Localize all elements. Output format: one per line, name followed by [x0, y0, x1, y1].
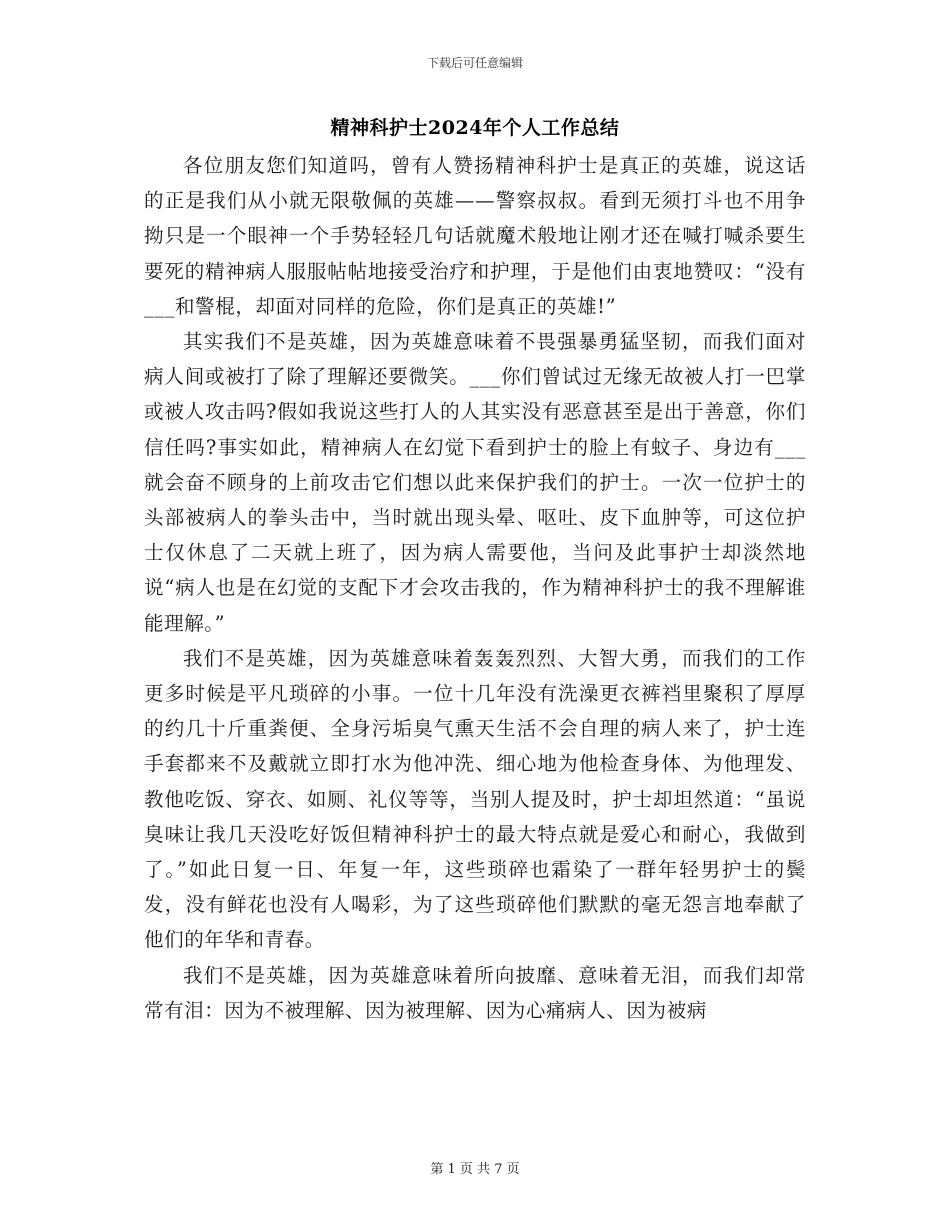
paragraph: 各位朋友您们知道吗，曾有人赞扬精神科护士是真正的英雄，说这话的正是我们从小就无限敬佩的英雄——警察叔叔。看到无须打斗也不用争拗只是一个眼神一个手势轻轻几句话就魔术般地让刚才还在喊打喊杀要生要死的精神病人服服帖帖地接受治疗和护理，于是他们由衷地赞叹：“没有___和警棍，却面对同样的危险，你们是真正的英雄!”	[144, 154, 806, 318]
page-header-note: 下载后可任意编辑	[426, 56, 523, 70]
page-footer-indicator: 第 1 页 共 7 页	[430, 1162, 520, 1177]
document-body	[144, 148, 806, 1028]
paragraph: 我们不是英雄，因为英雄意味着轰轰烈烈、大智大勇，而我们的工作更多时候是平凡琐碎的小事。一位十几年没有洗澡更衣裤裆里聚积了厚厚的约几十斤重粪便、全身污垢臭气熏天生活不会自理的病人来了，护士连手套都来不及戴就立即打水为他冲洗、细心地为他检查身体、为他理发、教他吃饭、穿衣、如厕、礼仪等等，当别人提及时，护士却坦然道：“虽说臭味让我几天没吃好饭但精神科护士的最大特点就是爱心和耐心，我做到了。”如此日复一日、年复一年，这些琐碎也霜染了一群年轻男护士的鬓发，没有鲜花也没有人喝彩，为了这些琐碎他们默默的毫无怨言地奉献了他们的年华和青春。	[144, 646, 806, 952]
paragraph: 其实我们不是英雄，因为英雄意味着不畏强暴勇猛坚韧，而我们面对病人间或被打了除了理解还要微笑。___你们曾试过无缘无故被人打一巴掌或被人攻击吗?假如我说这些打人的人其实没有恶意甚至是出于善意，你们信任吗?事实如此，精神病人在幻觉下看到护士的脸上有蚊子、身边有___就会奋不顾身的上前攻击它们想以此来保护我们的护士。一次一位护士的头部被病人的拳头击中，当时就出现头晕、呕吐、皮下血肿等，可这位护士仅休息了二天就上班了，因为病人需要他，当问及此事护士却淡然地说“病人也是在幻觉的支配下才会攻击我的，作为精神科护士的我不理解谁能理解。”	[144, 330, 806, 635]
paragraph: 我们不是英雄，因为英雄意味着所向披靡、意味着无泪，而我们却常常有泪：因为不被理解、因为被理解、因为心痛病人、因为被病	[144, 963, 806, 1022]
document-title: 精神科护士2024年个人工作总结	[330, 117, 620, 139]
